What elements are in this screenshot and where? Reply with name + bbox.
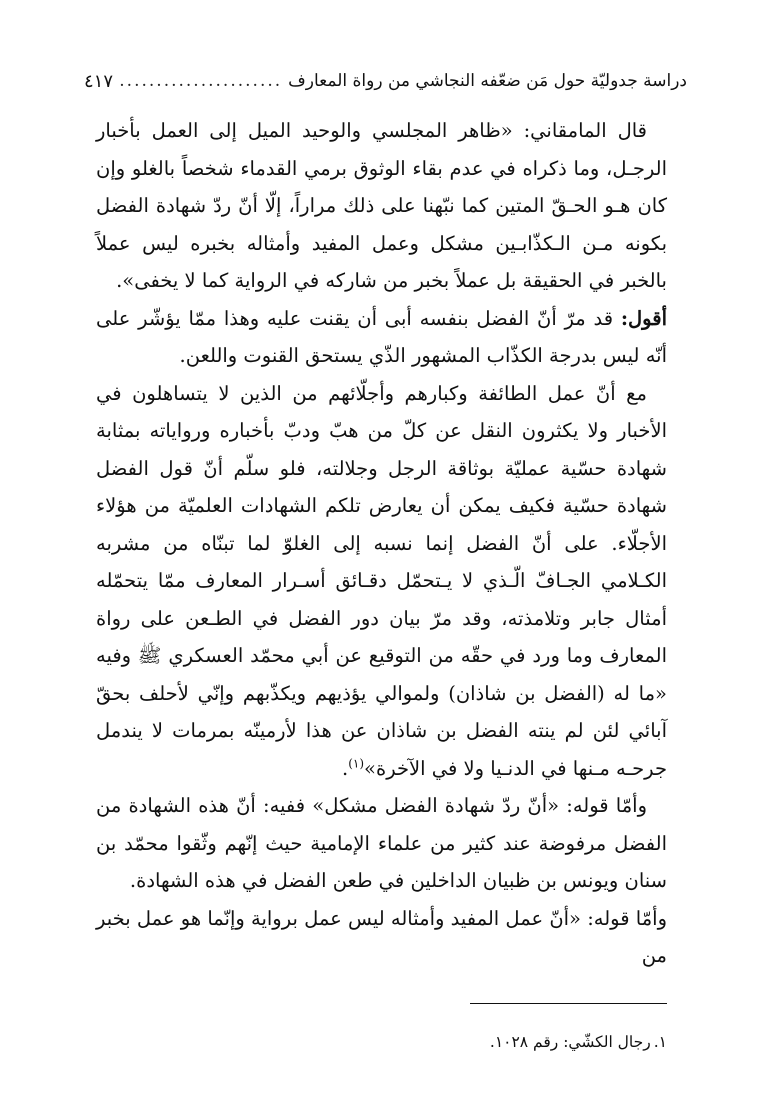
paragraph-4-text: وأمّا قوله: «أنّ ردّ شهادة الفضل مشكل» ففيه: أنّ هذه الشهادة من الفضل مرفوضة عند كثير من علماء الإمامية حيث إنّهم وثّقوا محمّد بن سنان ويونس بن ظبيان الداخلين في طعن الفضل في هذه الشهادة. <box>96 794 667 892</box>
paragraph-3-end: . <box>342 756 349 780</box>
body-text <box>96 112 667 975</box>
paragraph-2 <box>96 300 667 375</box>
paragraph-1-text: قال المامقاني: «ظاهر المجلسي والوحيد الميل إلى العمل بأخبار الرجـل، وما ذكراه في عدم بقاء الوثوق برمي القدماء شخصاً بالغلو وإن كان هـو الحـقّ المتين كما نبّهنا على ذلك مراراً، إلّا أنّ ردّ شهادة الفضل بكونه مـن الـكذّابـين مشكل وعمل المفيد وأمثاله بخبره ليس عملاً بالخبر في الحقيقة بل عملاً بخبر من شاركه في الرواية كما لا يخفى». <box>96 119 667 292</box>
paragraph-5 <box>96 900 667 975</box>
paragraph-1 <box>96 112 667 300</box>
footnote-text: رجال الكشّي: رقم ١٠٢٨. <box>489 1033 651 1051</box>
running-header <box>84 66 687 96</box>
footnote-number: ١. <box>653 1033 667 1051</box>
paragraph-2-lead: أقول: <box>620 306 667 330</box>
footnote <box>96 1030 667 1054</box>
page-number: ٤١٧ <box>84 70 114 92</box>
paragraph-3 <box>96 375 667 788</box>
paragraph-2-text: قد مرّ أنّ الفضل بنفسه أبى أن يقنت عليه وهذا ممّا يؤشّر على أنّه ليس بدرجة الكذّاب المشهور الذّي يستحق القنوت واللعن. <box>96 306 667 367</box>
footnote-reference[interactable]: (١) <box>348 756 365 770</box>
paragraph-3-text: مع أنّ عمل الطائفة وكبارهم وأجلّائهم من الذين لا يتساهلون في الأخبار ولا يكثرون النقل عن كلّ من هبّ ودبّ بأخباره ورواياته بمثابة شهادة حسّية عمليّة بوثاقة الرجل وجلالته، فلو سلّم أنّ قول الفضل شهادة حسّية فكيف يمكن أن يعارض تلكم الشهادات العلميّة من هؤلاء الأجلّاء. على أنّ الفضل إنما نسبه إلى الغلوّ لما تبنّاه من مشربه الكـلامي الجـافّ الّـذي لا يـتحمّل دقـائق أسـرار المعارف ممّا يتحمّله أمثال جابر وتلامذته، وقد مرّ بيان دور الفضل في الطـعن على رواة المعارف وما ورد في حقّه من التوقيع عن أبي محمّد العسكري ﷺ وفيه «ما له (الفضل بن شاذان) ولموالي يؤذيهم ويكذّبهم وإنّي لأحلف بحقّ آبائي لئن لم ينته الفضل بن شاذان عن هذا لأرمينّه بمرمات لا يندمل جرحـه مـنها في الدنـيا ولا في الآخرة» <box>96 381 667 780</box>
header-title: دراسة جدوليّة حول مَن ضعّفه النجاشي من رواة المعارف <box>288 71 687 91</box>
paragraph-5-text: وأمّا قوله: «أنّ عمل المفيد وأمثاله ليس عمل برواية وإنّما هو عمل بخبر من <box>96 906 667 967</box>
footnote-separator <box>470 1003 667 1004</box>
header-leader-dots <box>119 71 282 91</box>
paragraph-4 <box>96 787 667 900</box>
